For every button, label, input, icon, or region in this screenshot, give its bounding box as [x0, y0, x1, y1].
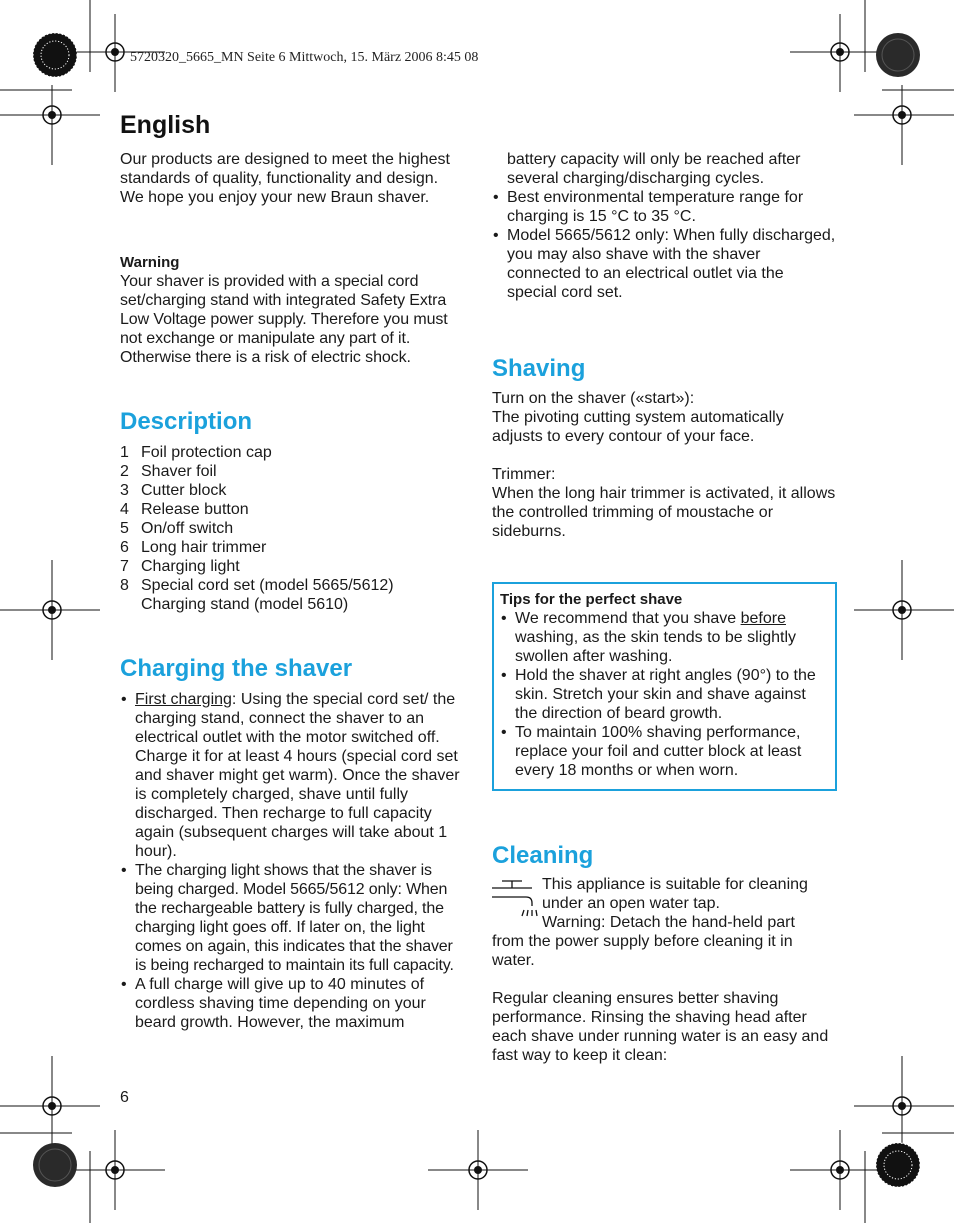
cleaning-heading: Cleaning — [492, 842, 594, 869]
left-column — [120, 150, 465, 1032]
list-item: 4 Release button — [120, 501, 249, 518]
right-column — [492, 150, 837, 1065]
charging-list-continued — [492, 188, 837, 302]
page-title: English — [120, 111, 211, 139]
list-item: • Hold the shaver at right angles (90°) to the skin. Stretch your skin and shave against the direction of beard growth. — [500, 666, 828, 723]
list-item: 7 Charging light — [120, 558, 240, 575]
list-item: • First charging: Using the special cord set/ the charging stand, connect the shaver to an electrical outlet with the motor switched off. Charge it for at least 4 hours (special cord set and shaver might get warm). Once the shaver is completely charged, shave until fully discharged. Then recharge to full capacity again (subsequent charges will take about 1 hour). — [120, 690, 465, 861]
description-heading: Description — [120, 408, 253, 435]
list-item: • We recommend that you shave before washing, as the skin tends to be slightly swollen after washing. — [500, 609, 828, 666]
intro-paragraph: Our products are designed to meet the highest standards of quality, functionality and design. We hope you enjoy your new Braun shaver. — [120, 151, 450, 206]
page-number: 6 — [120, 1089, 129, 1106]
water-tap-icon — [492, 875, 542, 932]
trimmer-paragraph: Trimmer: When the long hair trimmer is activated, it allows the controlled trimming of moustache or sideburns. — [492, 466, 836, 540]
list-item: 2 Shaver foil — [120, 463, 217, 480]
shaving-heading: Shaving — [492, 355, 586, 382]
list-item: • Model 5665/5612 only: When fully discharged, you may also shave with the shaver connected to an electrical outlet via the special cord set. — [492, 226, 837, 302]
list-item: 3 Cutter block — [120, 482, 227, 499]
tips-heading: Tips for the perfect shave — [500, 591, 683, 608]
list-item: • The charging light shows that the shaver is being charged. Model 5665/5612 only: When the rechargeable battery is fully charged, the charging light goes off. If later on, the light comes on again, this indicates that the shaver is being recharged to maintain its full capacity. — [120, 861, 465, 975]
cleaning-paragraph: Regular cleaning ensures better shaving performance. Rinsing the shaving head after each shave under running water is an easy and fast way to keep it clean: — [492, 990, 829, 1064]
parts-list — [120, 443, 465, 614]
charging-heading: Charging the shaver — [120, 655, 353, 682]
tap-row — [492, 875, 837, 932]
list-item: 5 On/off switch — [120, 520, 234, 537]
tips-list — [500, 609, 828, 780]
warning-text: Your shaver is provided with a special cord set/charging stand with integrated Safety Extra Low Voltage power supply. Therefore you must not exchange or manipulate any part of it. Otherwise there is a risk of electric shock. — [120, 273, 448, 366]
shaving-paragraph: Turn on the shaver («start»): The pivoting cutting system automatically adjusts to every contour of your face. — [492, 390, 784, 445]
tap-text: This appliance is suitable for cleaning under an open water tap. Warning: Detach the hand-held part — [542, 876, 808, 931]
list-item: • To maintain 100% shaving performance, replace your foil and cutter block at least every 18 months or when worn. — [500, 723, 828, 780]
list-item: • Best environmental temperature range for charging is 15 °C to 35 °C. — [492, 188, 837, 226]
print-slug: 5720320_5665_MN Seite 6 Mittwoch, 15. März 2006 8:45 08 — [130, 50, 479, 65]
list-item: 6 Long hair trimmer — [120, 539, 267, 556]
list-item: 1 Foil protection cap — [120, 444, 272, 461]
charging-continued: battery capacity will only be reached after several charging/discharging cycles. — [507, 151, 801, 187]
tips-box — [492, 582, 837, 791]
charging-list — [120, 690, 465, 1032]
warning-heading: Warning — [120, 254, 180, 271]
list-item: • A full charge will give up to 40 minutes of cordless shaving time depending on your beard growth. However, the maximum — [120, 975, 465, 1032]
list-item: 8 Special cord set (model 5665/5612) Charging stand (model 5610) — [120, 577, 394, 613]
cleaning-warning: from the power supply before cleaning it in water. — [492, 933, 793, 969]
